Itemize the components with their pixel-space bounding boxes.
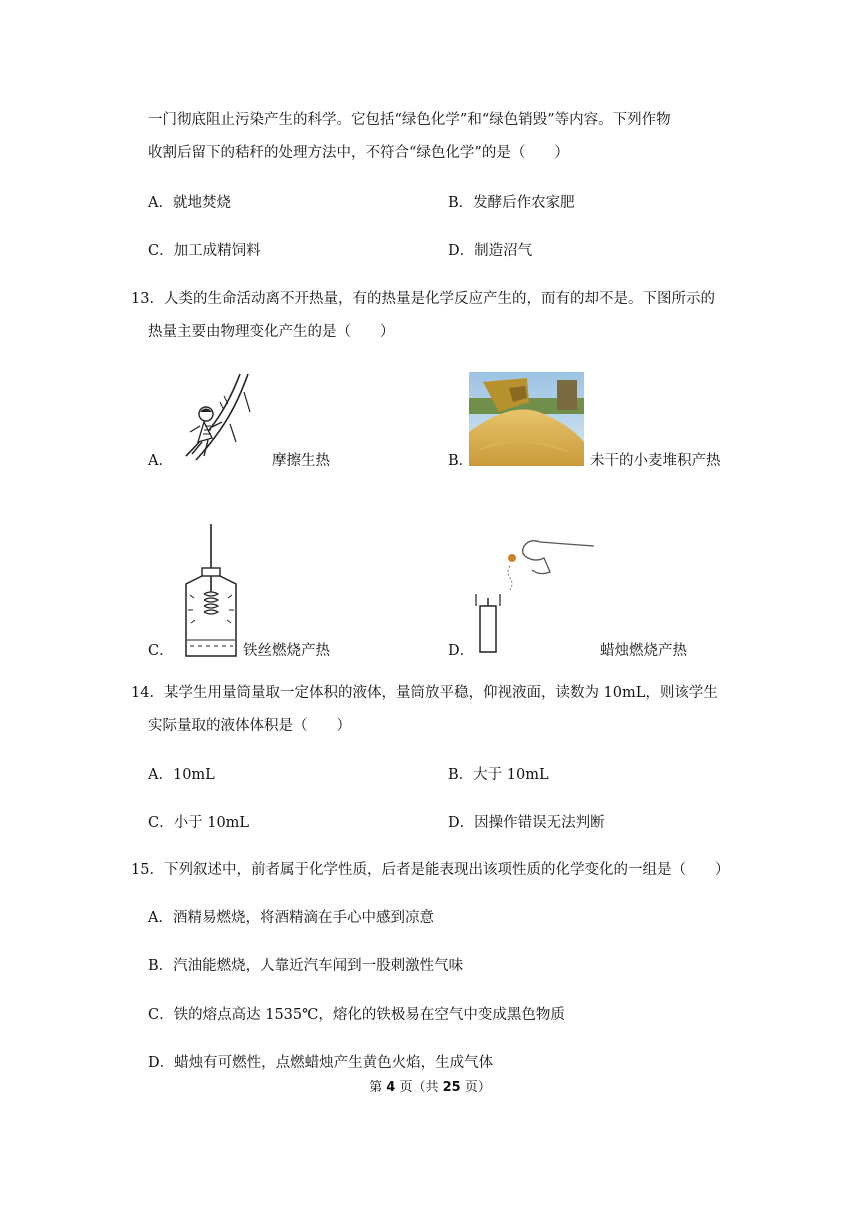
q14-stem-line1: 14．某学生用量筒量取一定体积的液体，量筒放平稳，仰视液面，读数为 10mL，则该学生 xyxy=(131,685,718,701)
option-letter: A． xyxy=(148,195,173,211)
q13-stem-line2: 热量主要由物理变化产生的是（ ） xyxy=(148,324,395,340)
option-text: 大于 10mL xyxy=(473,767,549,783)
slide-friction-illustration xyxy=(178,372,254,468)
page-footer xyxy=(0,1076,860,1095)
option-text: 蜡烛有可燃性，点燃蜡烛产生黄色火焰，生成气体 xyxy=(174,1055,494,1071)
iron-wire-jar-illustration xyxy=(180,524,242,660)
q13-option-c-letter: C． xyxy=(148,643,174,659)
q14-option-a xyxy=(148,765,215,785)
option-text: 因操作错误无法判断 xyxy=(474,815,605,831)
q14-stem-line2: 实际量取的液体体积是（ ） xyxy=(148,718,351,734)
q12-option-a xyxy=(148,193,231,213)
q12-option-d xyxy=(448,241,532,261)
q13-option-b-text: 未干的小麦堆积产热 xyxy=(590,453,721,469)
option-letter: A． xyxy=(148,767,173,783)
q13-option-d-text: 蜡烛燃烧产热 xyxy=(600,643,687,659)
option-text: 发酵后作农家肥 xyxy=(473,195,575,211)
footer-prefix: 第 xyxy=(369,1080,387,1095)
option-text: 制造沼气 xyxy=(474,243,533,259)
option-letter: B． xyxy=(448,195,474,211)
q14-option-c xyxy=(148,813,249,833)
page-number: 4 xyxy=(386,1080,396,1095)
option-letter: C． xyxy=(148,1007,174,1023)
option-letter: C． xyxy=(148,243,174,259)
footer-middle: 页（共 xyxy=(395,1080,443,1095)
q13-option-a-text: 摩擦生热 xyxy=(272,453,330,469)
q12-option-c xyxy=(148,241,261,261)
option-text: 铁的熔点高达 1535℃，熔化的铁极易在空气中变成黑色物质 xyxy=(173,1007,565,1023)
option-text: 汽油能燃烧，人靠近汽车闻到一股刺激性气味 xyxy=(173,958,464,974)
q15-option-b xyxy=(148,956,463,976)
q12-option-b xyxy=(448,193,575,213)
q14-option-d xyxy=(448,813,605,833)
option-text: 加工成精饲料 xyxy=(173,243,261,259)
candle-lighting-illustration xyxy=(470,536,598,656)
option-text: 10mL xyxy=(172,767,215,783)
option-letter: D． xyxy=(448,243,475,259)
option-letter: D． xyxy=(148,1055,175,1071)
q15-option-d xyxy=(148,1053,493,1073)
footer-suffix: 页） xyxy=(460,1080,491,1095)
q12-stem-line2: 收割后留下的秸秆的处理方法中，不符合“绿色化学”的是（ ） xyxy=(148,145,569,161)
option-letter: D． xyxy=(448,815,475,831)
q13-stem-line1: 13．人类的生命活动离不开热量，有的热量是化学反应产生的，而有的却不是。下图所示的 xyxy=(131,291,715,307)
option-letter: B． xyxy=(448,767,474,783)
option-text: 酒精易燃烧，将酒精滴在手心中感到凉意 xyxy=(172,910,434,926)
page-total: 25 xyxy=(442,1080,461,1095)
q15-stem-line1: 15．下列叙述中，前者属于化学性质，后者是能表现出该项性质的化学变化的一组是（ ） xyxy=(131,862,730,878)
option-letter: A． xyxy=(148,910,173,926)
q12-stem-line1: 一门彻底阻止污染产生的科学。它包括“绿色化学”和“绿色销毁”等内容。下列作物 xyxy=(148,112,671,128)
q13-option-b-letter: B． xyxy=(448,453,474,469)
q13-option-d-letter: D． xyxy=(448,643,475,659)
q14-option-b xyxy=(448,765,549,785)
q13-option-a-letter: A． xyxy=(148,453,173,469)
option-text: 就地焚烧 xyxy=(172,195,231,211)
option-letter: B． xyxy=(148,958,174,974)
option-text: 小于 10mL xyxy=(173,815,250,831)
wheat-pile-photo xyxy=(469,372,584,466)
q13-option-c-text: 铁丝燃烧产热 xyxy=(243,643,330,659)
q15-option-a xyxy=(148,908,434,928)
option-letter: C． xyxy=(148,815,174,831)
q15-option-c xyxy=(148,1005,565,1025)
